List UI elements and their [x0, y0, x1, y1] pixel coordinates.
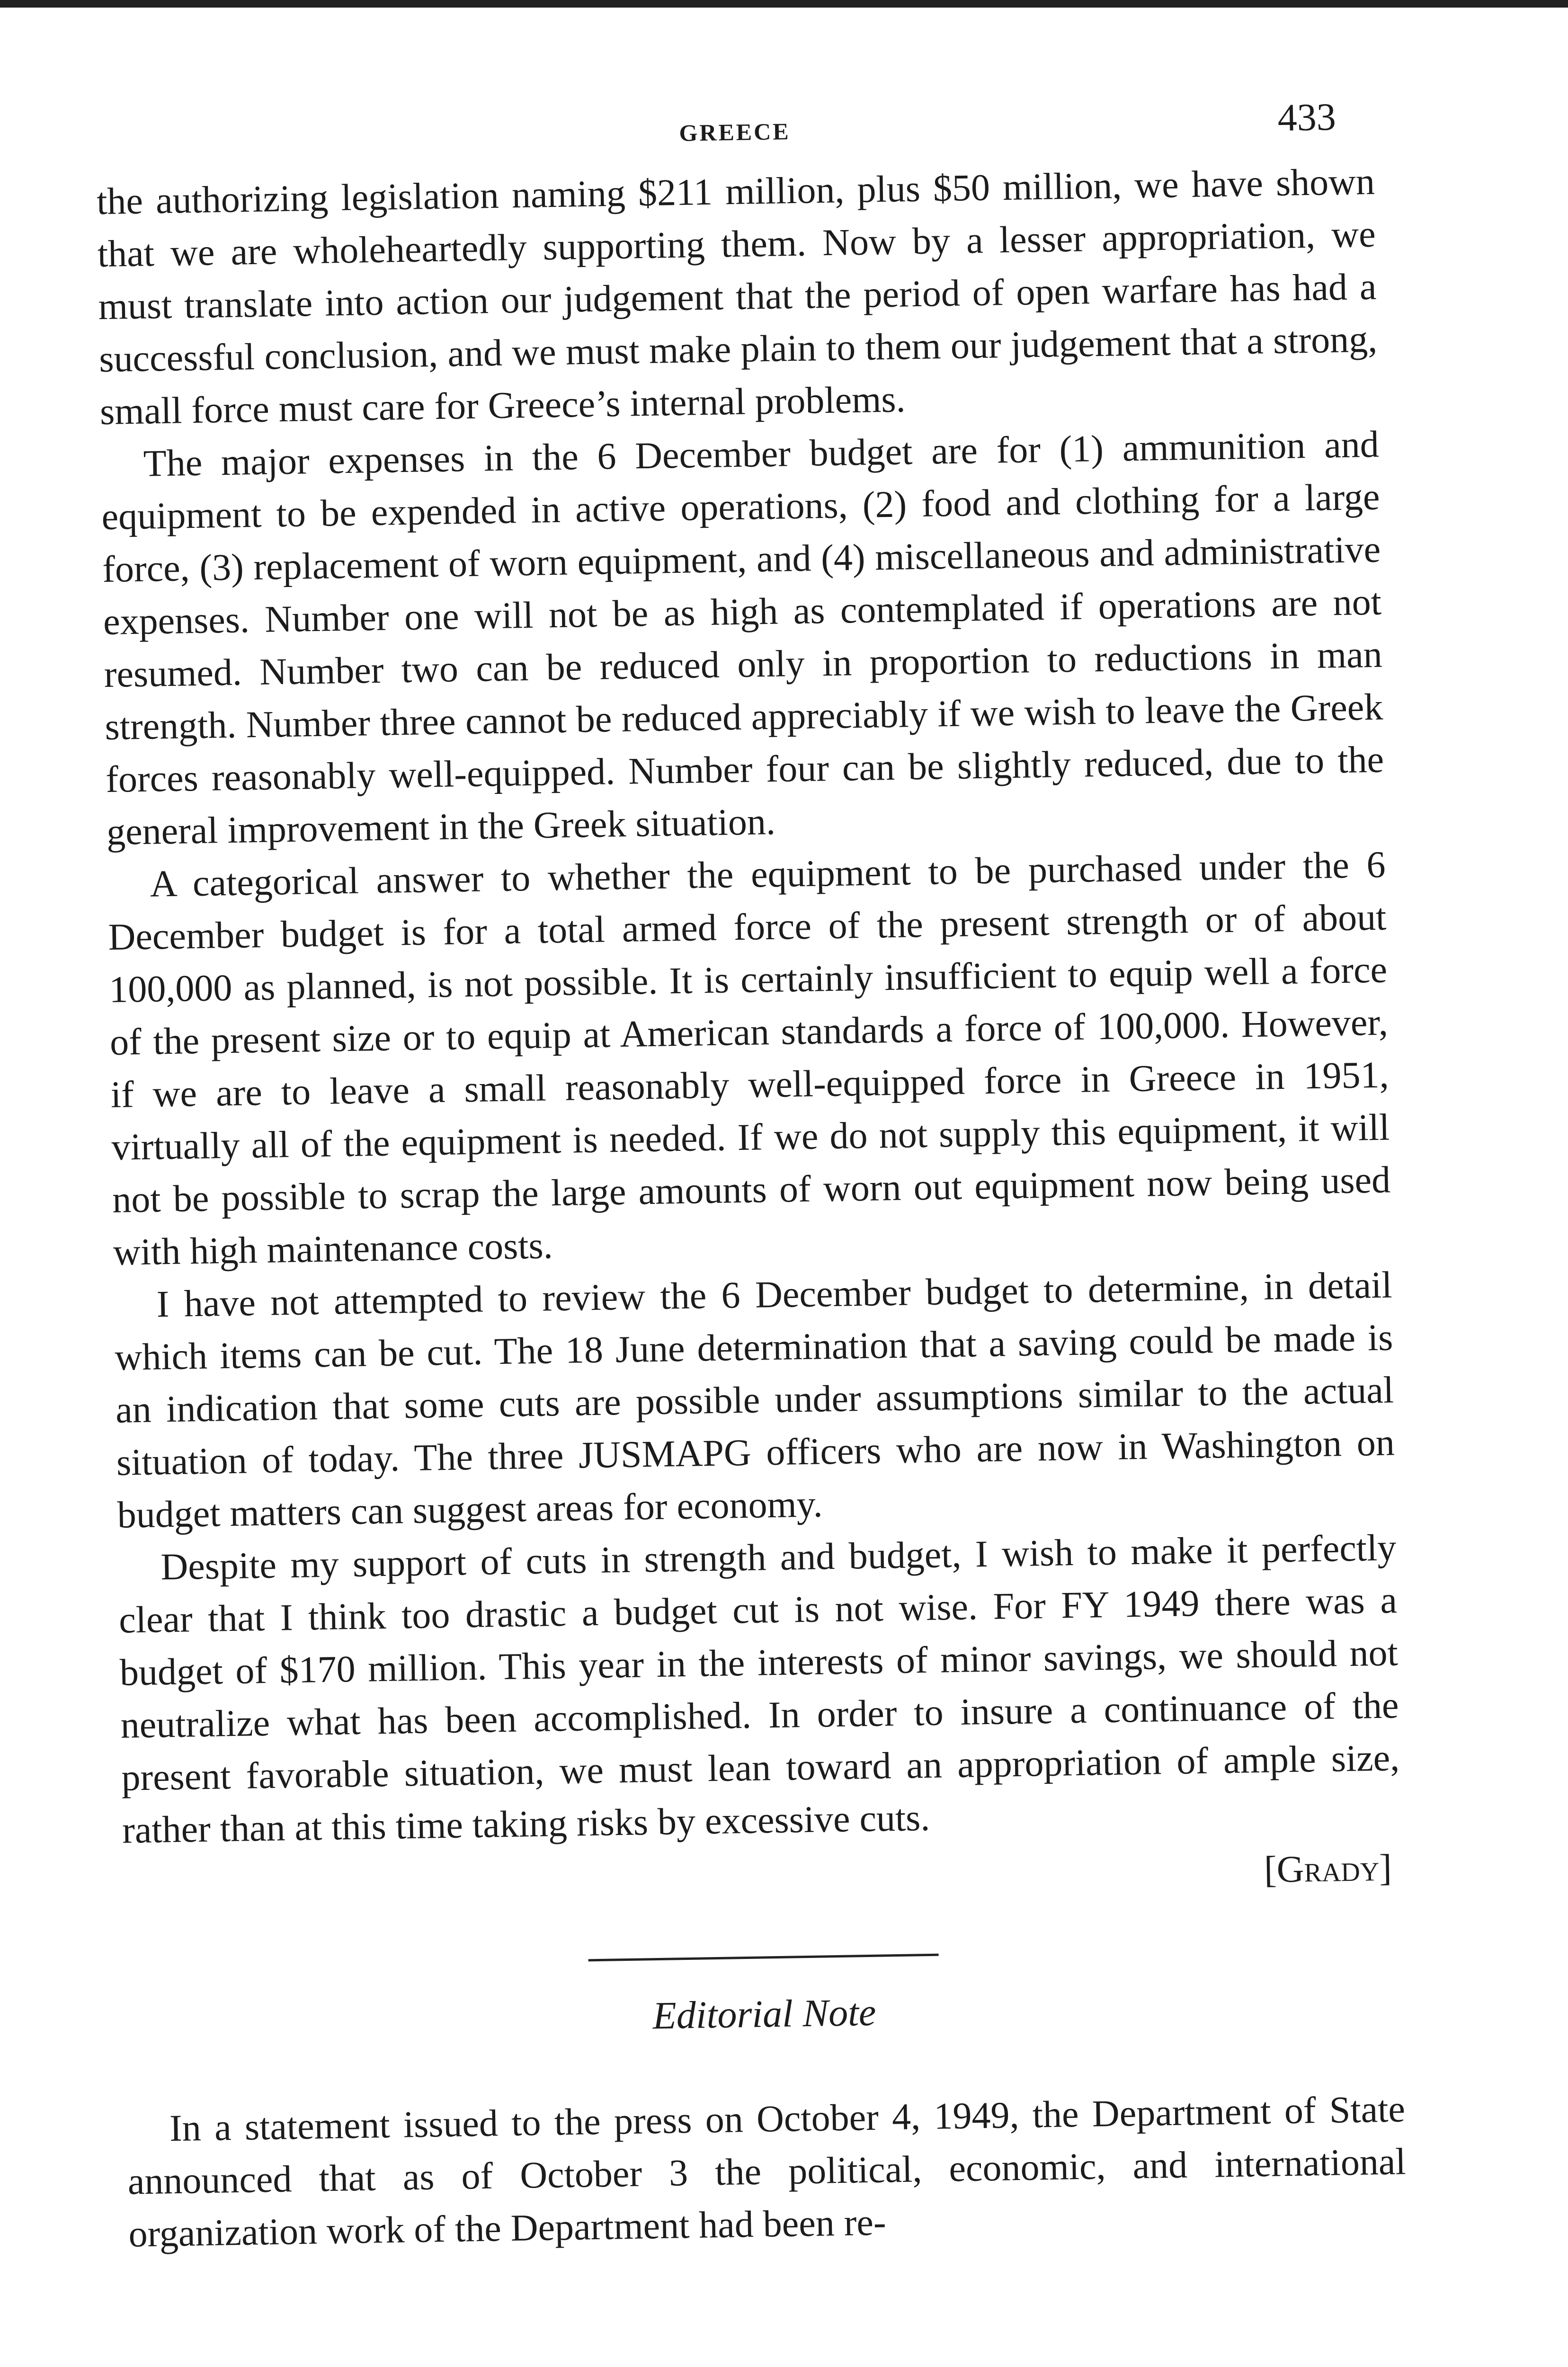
section-divider	[588, 1954, 939, 1962]
editorial-note-paragraph: In a statement issued to the press on October 4, 1949, the Department of State announced that as of October 3 the political, economic, and international organization work of the Department had been re-	[127, 2088, 1407, 2255]
page-number: 433	[1277, 95, 1336, 139]
main-text	[96, 156, 1400, 1857]
document-page	[95, 61, 1407, 2261]
paragraph-continued: the authorizing legislation naming $211 million, plus $50 million, we have shown that we are wholeheartedly supporting them. Now by a lesser appropriation, we must translate into action our judgement that the period of open warfare has had a successful conclusion, and we must make plain to them our judgement that a strong, small force must care for Greece’s internal problems.	[96, 160, 1378, 433]
running-head	[95, 61, 1374, 146]
paragraph-major-expenses: The major expenses in the 6 December budget are for (1) ammunition and equipment to be expended in active operations, (2) food and clothing for a large force, (3) replacement of worn equipment, and (4) miscellaneous and administrative expenses. Number one will not be as high as contemplated if operations are not resumed. Number two can be reduced only in proportion to reductions in man strength. Number three cannot be reduced appreciably if we wish to leave the Greek forces reasonably well-equipped. Number four can be slightly reduced, due to the general improvement in the Greek situation.	[101, 423, 1384, 854]
paragraph-categorical-answer: A categorical answer to whether the equipment to be purchased under the 6 December budget is for a total armed force of the present strength or of about 100,000 as planned, is not possible. It is certainly insufficient to equip well a force of the present size or to equip at American standards a force of 100,000. However, if we are to leave a small reasonably well-equipped force in Greece in 1951, virtually all of the equipment is needed. If we do not supply this equipment, it will not be possible to scrap the large amounts of worn out equipment now being used with high maintenance costs.	[107, 844, 1391, 1273]
top-edge-rule	[0, 0, 1568, 8]
paragraph-despite-support: Despite my support of cuts in strength and budget, I wish to make it perfectly clear that I think too drastic a budget cut is not wise. For FY 1949 there was a budget of $170 million. This year in the interests of minor savings, we should not neutralize what has been accomplished. In order to insure a continuance of the present favorable situation, we must lean toward an appropriation of ample size, rather than at this time taking risks by excessive cuts.	[118, 1527, 1400, 1851]
running-title: GREECE	[679, 118, 791, 146]
signature: [Grady]	[1264, 1847, 1392, 1891]
paragraph-review: I have not attempted to review the 6 December budget to determine, in detail which items can be cut. The 18 June determination that a saving could be made is an indication that some cuts are possible under assumptions similar to the actual situation of today. The three JUSMAPG officers who are now in Washington on budget matters can suggest areas for economy.	[114, 1264, 1395, 1536]
editorial-note-title: Editorial Note	[652, 1990, 876, 2038]
editorial-note-body	[126, 2083, 1407, 2260]
